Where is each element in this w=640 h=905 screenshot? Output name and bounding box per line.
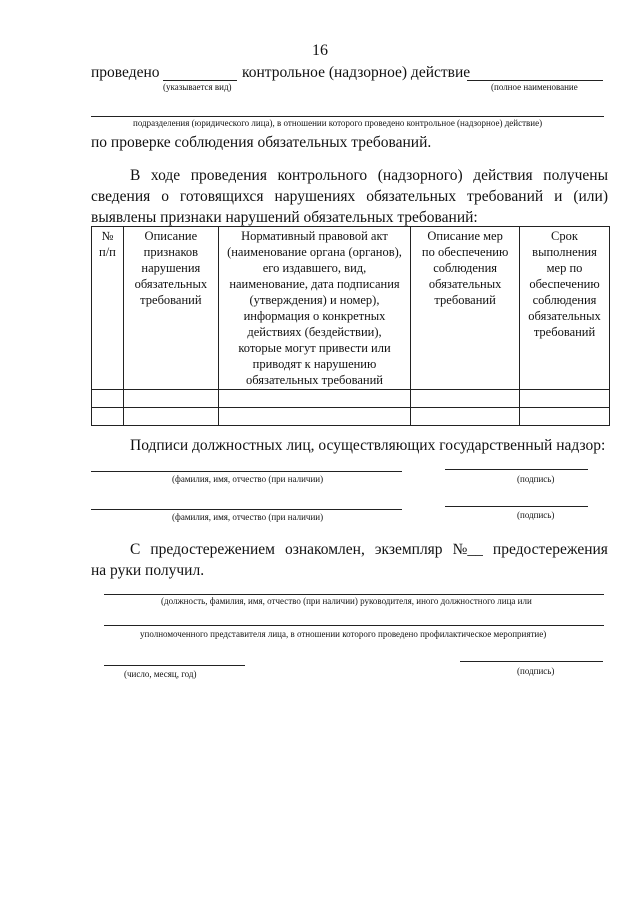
representative-line-2[interactable] (104, 625, 604, 626)
table-row (92, 390, 610, 408)
signature-fio-line-2[interactable] (91, 509, 402, 510)
signature-sign-hint-2: (подпись) (517, 510, 555, 520)
signature-fio-line-1[interactable] (91, 471, 402, 472)
representative-hint-1: (должность, фамилия, имя, отчество (при наличии) руководителя, иного должностного лица или (161, 596, 532, 606)
ack-word: предостережения (492, 541, 608, 558)
table-cell[interactable] (411, 408, 520, 426)
ack-number-field[interactable]: №__ (452, 541, 483, 558)
final-sign-hint: (подпись) (517, 666, 555, 676)
header-cell-measures: Описание мер по обеспечению соблюдения обязательных требований (411, 227, 520, 390)
page-number: 16 (312, 42, 328, 59)
signature-sign-line-2[interactable] (445, 506, 588, 507)
action-type-underline (163, 80, 237, 81)
ack-word: С (130, 541, 141, 558)
table-cell[interactable] (411, 390, 520, 408)
paragraph-line-1: В ходе проведения контрольного (надзорного) действия получены (130, 167, 608, 184)
acknowledgement-line-2: на руки получил. (91, 562, 205, 579)
table-cell[interactable] (520, 390, 610, 408)
signature-fio-hint-2: (фамилия, имя, отчество (при наличии) (172, 512, 324, 522)
table-cell[interactable] (520, 408, 610, 426)
signature-sign-line-1[interactable] (445, 469, 588, 470)
signature-sign-hint-1: (подпись) (517, 474, 555, 484)
date-line[interactable] (104, 665, 245, 666)
compliance-check-line: по проверке соблюдения обязательных требований. (91, 134, 432, 151)
hint-subdivision: подразделения (юридического лица), в отношении которого проведено контрольное (надзорное) действие) (133, 118, 543, 128)
ack-word: предостережением (150, 541, 275, 558)
signatures-title: Подписи должностных лиц, осуществляющих государственный надзор: (130, 437, 606, 454)
unit-name-underline (467, 80, 603, 81)
representative-hint-2: уполномоченного представителя лица, в отношении которого проведено профилактическое мероприятие) (140, 629, 547, 639)
table-cell[interactable] (218, 390, 410, 408)
representative-line-1[interactable] (104, 594, 604, 595)
table-header-row (92, 227, 610, 390)
header-cell-number: № п/п (92, 227, 124, 390)
hint-name: (полное наименование (491, 82, 578, 92)
requirements-table (91, 226, 610, 426)
header-cell-violation-signs: Описание признаков нарушения обязательных требований (123, 227, 218, 390)
date-hint: (число, месяц, год) (124, 669, 197, 679)
ack-word: экземпляр (374, 541, 443, 558)
paragraph-line-3: выявлены признаки нарушений обязательных требований: (91, 209, 478, 226)
table-row (92, 408, 610, 426)
header-cell-deadline: Срок выполнения мер по обеспечению соблюдения обязательных требований (520, 227, 610, 390)
final-sign-line[interactable] (460, 661, 603, 662)
table-cell[interactable] (123, 390, 218, 408)
signature-fio-hint-1: (фамилия, имя, отчество (при наличии) (172, 474, 324, 484)
ack-word: ознакомлен, (284, 541, 365, 558)
table-cell[interactable] (123, 408, 218, 426)
table-cell[interactable] (92, 390, 124, 408)
hint-type: (указывается вид) (163, 82, 232, 92)
header-prefix: проведено (91, 64, 160, 81)
table-cell[interactable] (92, 408, 124, 426)
acknowledgement-line-1 (130, 541, 608, 559)
paragraph-line-2: сведения о готовящихся нарушениях обязательных требований и (или) (91, 188, 608, 205)
header-cell-legal-act: Нормативный правовой акт (наименование органа (органов), его издавшего, вид, наименование, дата подписания (утверждения) и номер), информация о конкретных действиях (бездействии), которые могут привести или приводят к нарушению обязательных требований (218, 227, 410, 390)
subdivision-underline (91, 116, 604, 117)
table-cell[interactable] (218, 408, 410, 426)
header-action-text: контрольное (надзорное) действие (242, 64, 471, 81)
